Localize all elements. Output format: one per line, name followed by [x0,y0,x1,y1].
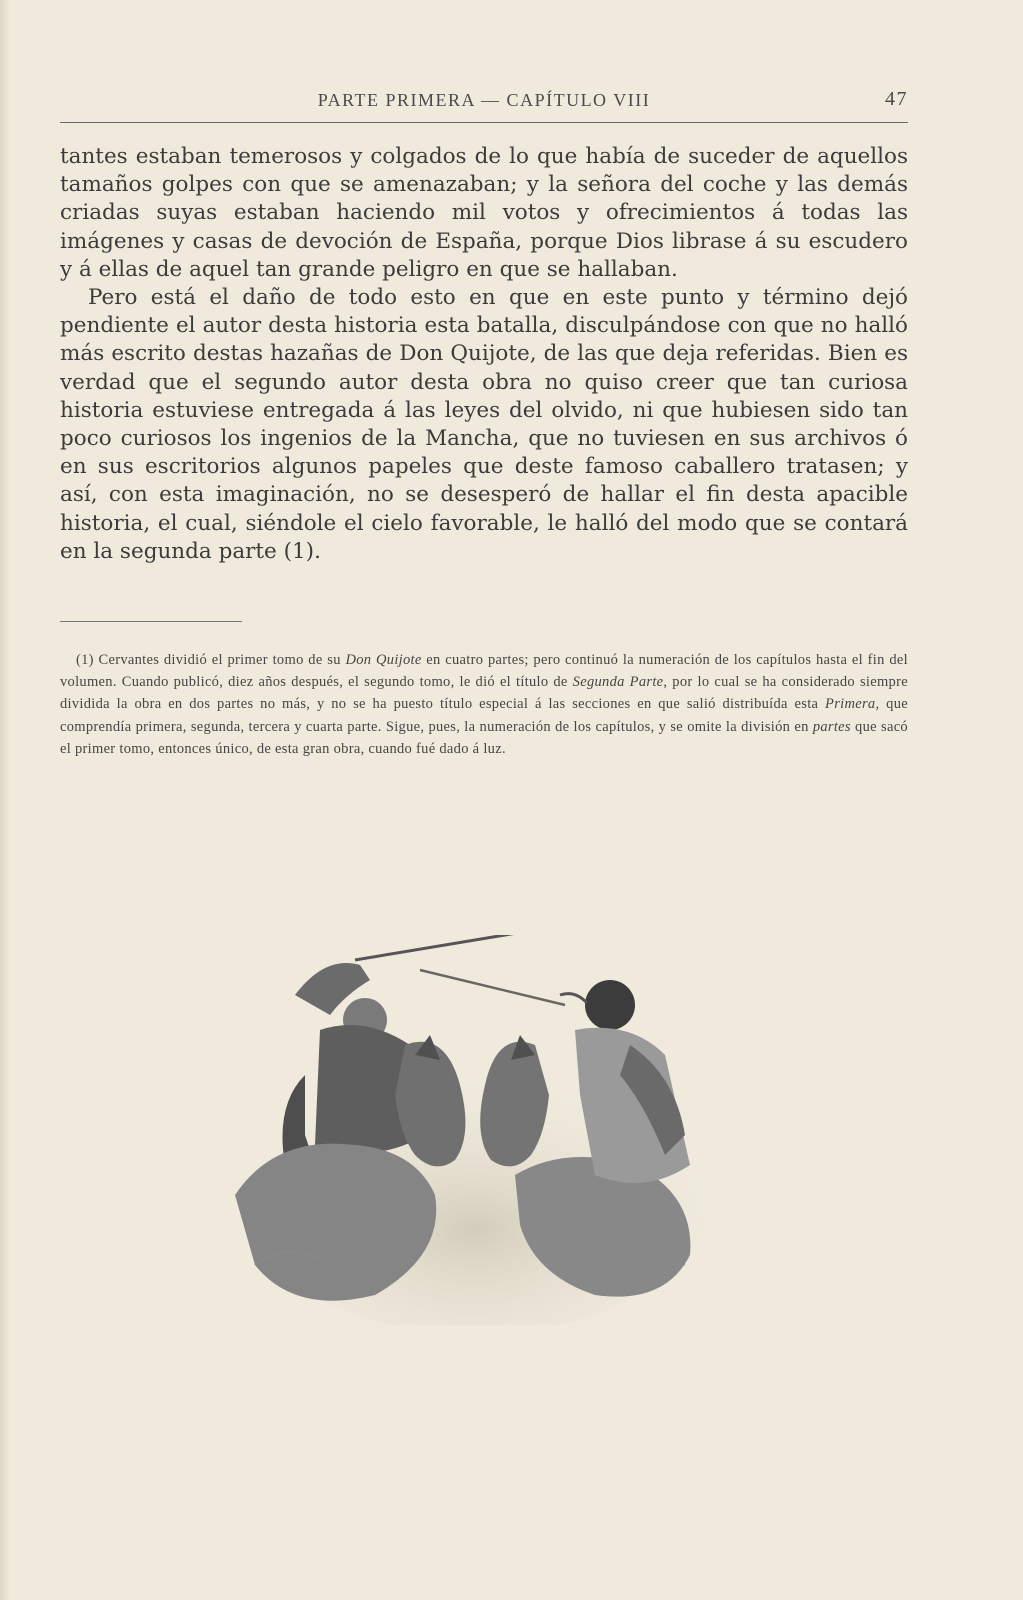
footnote-italic-1: Don Quijote [345,652,422,668]
footnote [60,649,908,760]
header-rule [60,122,908,123]
paragraph-2: Pero está el daño de todo esto en que en este punto y término dejó pendiente el autor desta historia esta batalla, disculpándose con que no halló más escrito destas hazañas de Don Quijote, de las que deja referidas. Bien es verdad que el segundo autor desta obra no quiso creer que tan curiosa historia estuviese entregada á las leyes del olvido, ni que hubiesen sido tan poco curiosos los ingenios de la Mancha, que no tuviesen en sus archivos ó en sus escritorios algunos papeles que deste famoso caballero tratasen; y así, con esta imaginación, no se desesperó de hallar el fin desta apacible historia, el cual, siéndole el cielo favorable, le halló del modo que se contará en la segunda parte (1). [60,285,908,564]
footnote-text-4: que comprendía primera, segunda, tercera y cuarta parte. Sigue, pues, la numeración de los capítulos, y se omite la división en [60,696,908,735]
footnote-rule [60,621,242,622]
page-number: 47 [885,88,908,110]
footnote-text-1: Cervantes dividió el primer tomo de su [98,652,341,668]
page-edge-shadow [0,0,10,1600]
body-text [60,143,908,566]
footnote-text-5: que sacó el primer tomo, entonces único, de esta gran obra, cuando fué dado á luz. [60,718,908,757]
running-header [60,88,908,114]
engraving-illustration [235,935,715,1325]
footnote-text-2: en cuatro partes; pero continuó la numeración de los capítulos hasta el fin del volumen. Cuando publicó, diez años después, el segundo tomo, le dió el título de [60,652,908,691]
footnote-italic-4: partes [812,718,851,735]
running-title: PARTE PRIMERA — CAPÍTULO VIII [317,90,651,110]
footnote-italic-2: Segunda Parte, [572,674,668,691]
footnote-marker: (1) [76,652,94,668]
footnote-text-3: por lo cual se ha considerado siempre dividida la obra en dos partes no más, y no se ha puesto título especial á las secciones en que salió distribuída esta [60,674,908,713]
paragraph-1: tantes estaban temerosos y colgados de lo que había de suceder de aquellos tamaños golpes con que se amenazaban; y la señora del coche y las demás criadas suyas estaban haciendo mil votos y ofrecimientos á todas las imágenes y casas de devoción de España, porque Dios librase á su escudero y á ellas de aquel tan grande peligro en que se hallaban. [60,144,908,282]
right-sword [420,970,565,1005]
footnote-italic-3: Primera, [825,696,880,713]
left-sword [355,935,535,960]
